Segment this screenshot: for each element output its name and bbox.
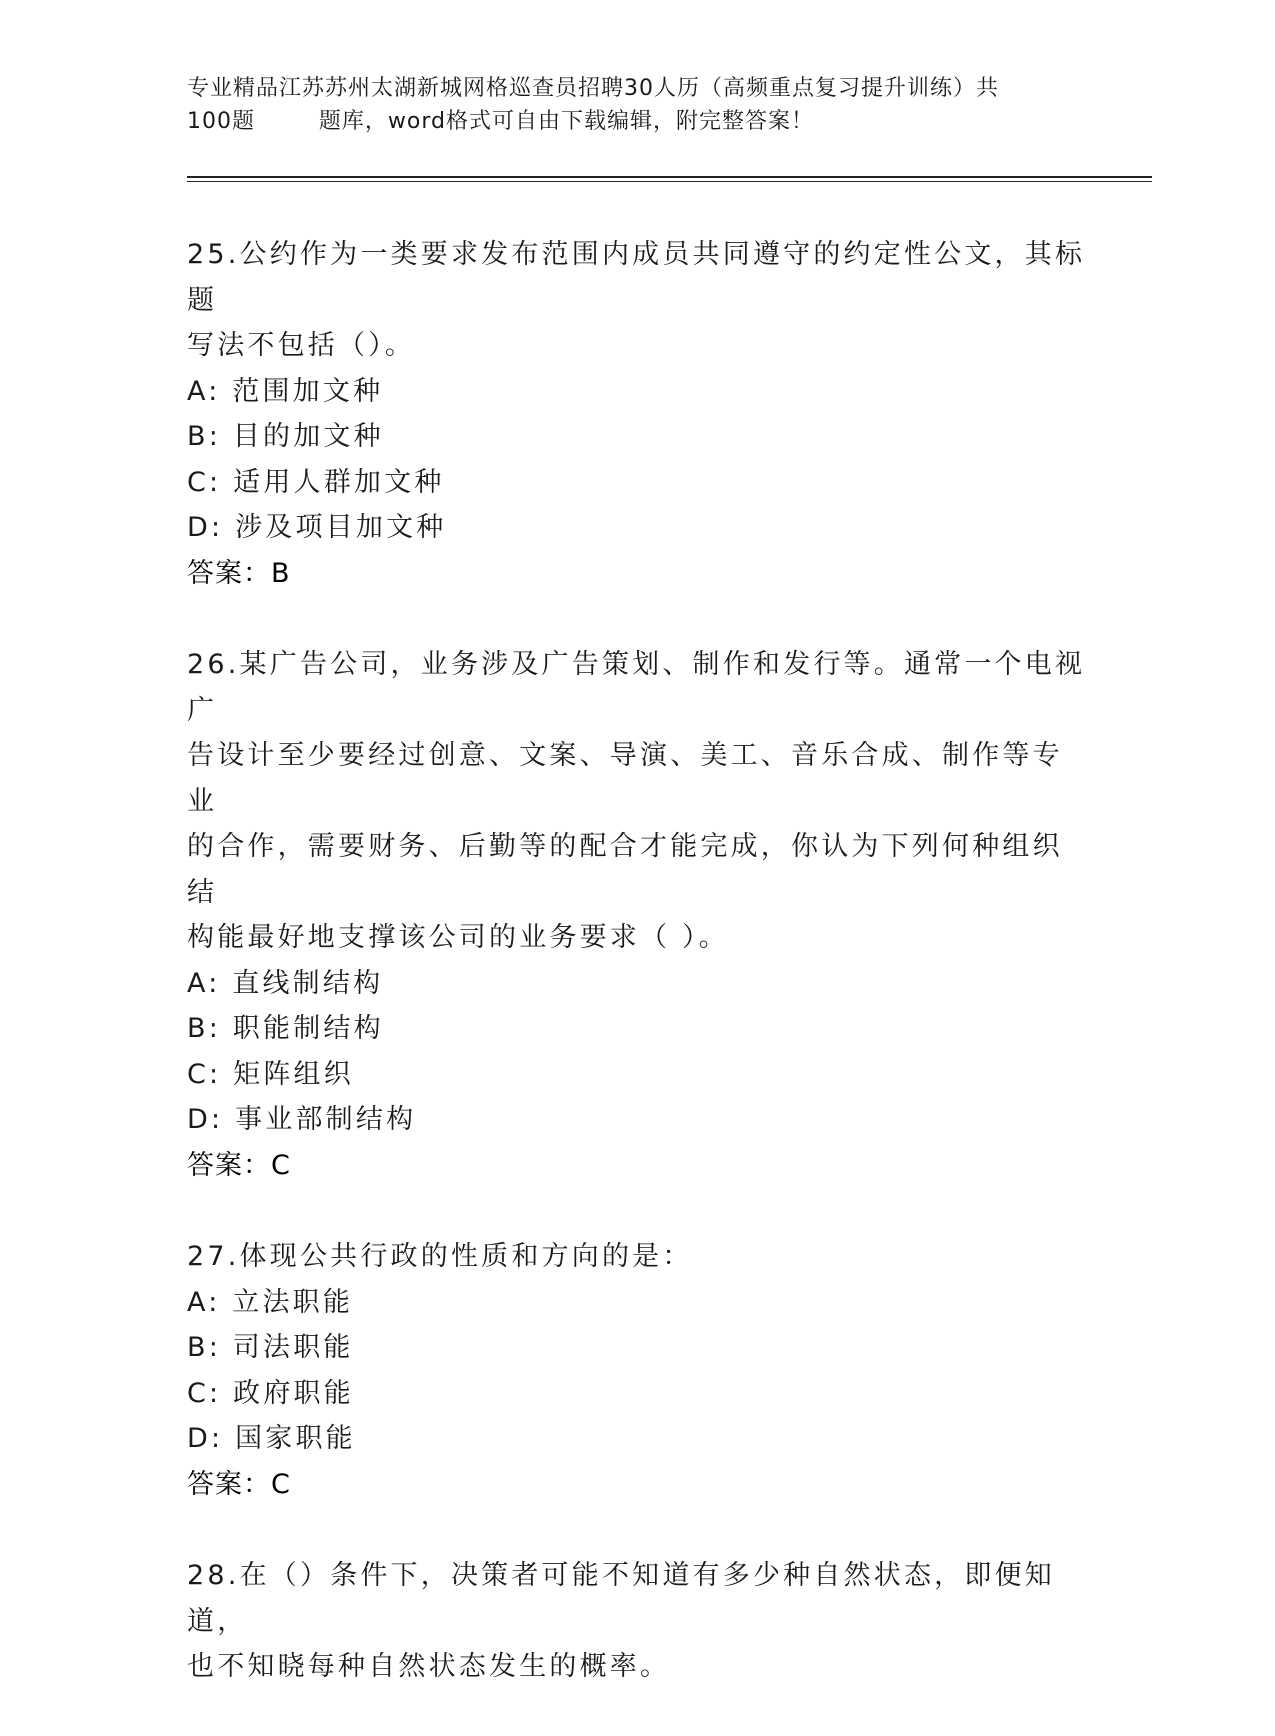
question-stem-line: 27.体现公共行政的性质和方向的是： (187, 1241, 693, 1272)
document-header (187, 72, 1087, 138)
answer-option: A: 立法职能 (187, 1286, 354, 1318)
answer-key: 答案：C (187, 1468, 291, 1500)
answer-option: A: 范围加文种 (187, 375, 384, 407)
answer-option: D: 事业部制结构 (187, 1104, 417, 1135)
question-stem-line: 写法不包括（）。 (187, 330, 416, 361)
question-stem-line: 构能最好地支撑该公司的业务要求（ ）。 (187, 922, 729, 953)
question-stem-line: 25.公约作为一类要求发布范围内成员共同遵守的约定性公文，其标题 (187, 239, 1086, 316)
answer-option: C: 适用人群加文种 (187, 466, 445, 498)
question-item (187, 1553, 1087, 1690)
answer-option: B: 目的加文种 (187, 421, 384, 452)
question-item (187, 232, 1087, 596)
header-divider-thin (187, 181, 1152, 182)
answer-option: B: 司法职能 (187, 1332, 354, 1363)
answer-option: C: 矩阵组织 (187, 1058, 354, 1090)
question-item (187, 642, 1087, 1188)
answer-option: D: 国家职能 (187, 1423, 356, 1454)
question-list (187, 232, 1087, 1736)
answer-option: B: 职能制结构 (187, 1013, 384, 1044)
answer-key: 答案：C (187, 1149, 291, 1181)
answer-option: A: 直线制结构 (187, 967, 384, 999)
header-line-2: 100题 题库，word格式可自由下载编辑，附完整答案！ (187, 109, 815, 134)
question-item (187, 1234, 1087, 1507)
question-stem-line: 也不知晓每种自然状态发生的概率。 (187, 1651, 671, 1682)
question-stem-line: 26.某广告公司，业务涉及广告策划、制作和发行等。通常一个电视广 (187, 649, 1086, 726)
header-line-1: 专业精品江苏苏州太湖新城网格巡查员招聘30人历（高频重点复习提升训练）共 (187, 76, 999, 101)
header-divider-thick (187, 176, 1152, 178)
answer-key: 答案：B (187, 557, 291, 589)
answer-option: C: 政府职能 (187, 1377, 354, 1409)
question-stem-line: 的合作，需要财务、后勤等的配合才能完成，你认为下列何种组织结 (187, 831, 1063, 908)
answer-option: D: 涉及项目加文种 (187, 512, 447, 543)
question-stem-line: 告设计至少要经过创意、文案、导演、美工、音乐合成、制作等专业 (187, 740, 1063, 817)
question-stem-line: 28.在（）条件下，决策者可能不知道有多少种自然状态，即便知道， (187, 1560, 1055, 1637)
